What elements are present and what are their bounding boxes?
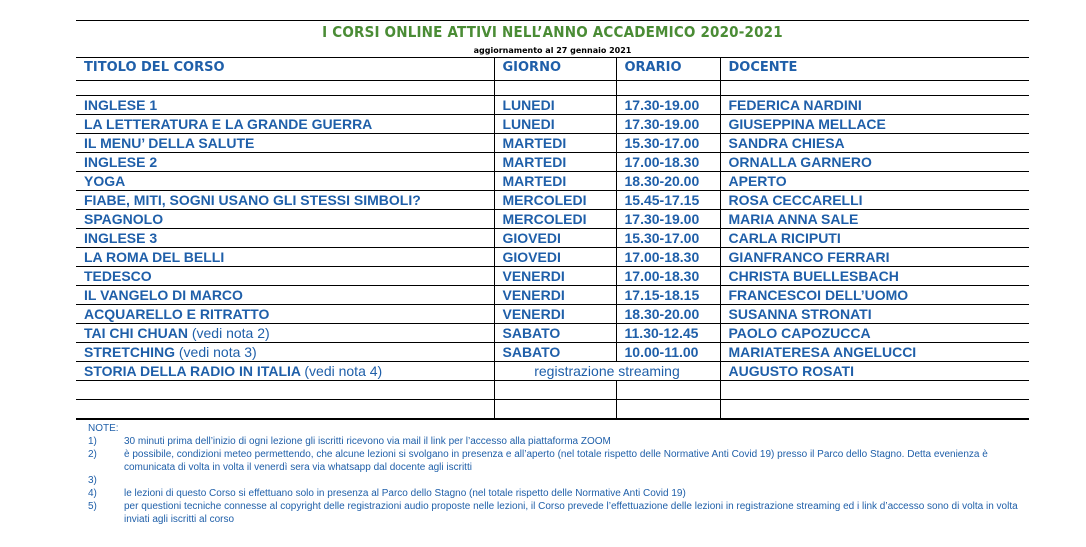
note-number: 3) (88, 475, 97, 486)
streaming-label: registrazione streaming (494, 362, 720, 381)
empty-cell (76, 400, 494, 419)
empty-row (76, 381, 1029, 400)
course-day: VENERDI (494, 267, 616, 286)
course-day: VENERDI (494, 305, 616, 324)
table-row (76, 210, 1029, 229)
update-date: aggiornamento al 27 gennaio 2021 (473, 46, 632, 55)
table-row (76, 343, 1029, 362)
spacer-cell (720, 81, 1029, 96)
course-title-text: STRETCHING (84, 344, 175, 360)
course-time: 17.00-18.30 (616, 248, 720, 267)
table-row (76, 229, 1029, 248)
course-teacher: FRANCESCOI DELL’UOMO (720, 286, 1029, 305)
note-item (88, 500, 1029, 526)
course-title-text: FIABE, MITI, SOGNI USANO GLI STESSI SIMBOLI? (84, 192, 421, 208)
empty-row (76, 400, 1029, 419)
note-text: è possibile, condizioni meteo permettendo, che alcune lezioni si svolgano in presenza e all’aperto (nel totale rispetto delle Normative Anti Covid 19) presso il Parco dello Stagno. Detta evenienza è comunicata di volta in volta il venerdì sera via whatsapp dal docente agli iscritti (124, 449, 988, 473)
course-title-text: INGLESE 1 (84, 97, 158, 113)
course-teacher: ORNALLA GARNERO (720, 153, 1029, 172)
course-note-ref: (vedi nota 3) (178, 344, 257, 360)
course-title-text: STORIA DELLA RADIO IN ITALIA (84, 363, 301, 379)
course-title-text: LA ROMA DEL BELLI (84, 249, 225, 265)
empty-cell (720, 381, 1029, 400)
spacer-cell (616, 81, 720, 96)
note-item (88, 474, 1029, 487)
table-row (76, 324, 1029, 343)
course-title-text: TAI CHI CHUAN (84, 325, 188, 341)
course-title-text: IL MENU’ DELLA SALUTE (84, 135, 255, 151)
course-time: 11.30-12.45 (616, 324, 720, 343)
table-row-streaming (76, 362, 1029, 381)
header-teacher: DOCENTE (720, 58, 1029, 81)
course-teacher: ROSA CECCARELLI (720, 191, 1029, 210)
course-teacher: GIUSEPPINA MELLACE (720, 115, 1029, 134)
course-teacher: SUSANNA STRONATI (720, 305, 1029, 324)
course-title (76, 343, 494, 362)
course-title (76, 115, 494, 134)
table-row (76, 248, 1029, 267)
course-teacher: FEDERICA NARDINI (720, 96, 1029, 115)
empty-cell (494, 400, 616, 419)
course-day: SABATO (494, 324, 616, 343)
course-day: GIOVEDI (494, 248, 616, 267)
course-title (76, 96, 494, 115)
page-title: I CORSI ONLINE ATTIVI NELL’ANNO ACCADEMICO 2020-2021 (322, 23, 783, 41)
course-teacher: GIANFRANCO FERRARI (720, 248, 1029, 267)
course-title (76, 248, 494, 267)
course-title (76, 324, 494, 343)
course-teacher: SANDRA CHIESA (720, 134, 1029, 153)
note-number: 1) (88, 436, 97, 447)
course-title-text: INGLESE 2 (84, 154, 158, 170)
course-title (76, 229, 494, 248)
course-note-ref: (vedi nota 2) (191, 325, 270, 341)
course-title-text: YOGA (84, 173, 126, 189)
table-row (76, 96, 1029, 115)
course-title (76, 191, 494, 210)
course-teacher: CARLA RICIPUTI (720, 229, 1029, 248)
course-title (76, 362, 494, 381)
course-time: 18.30-20.00 (616, 172, 720, 191)
course-day: LUNEDI (494, 115, 616, 134)
table-row (76, 134, 1029, 153)
note-text: le lezioni di questo Corso si effettuano solo in presenza al Parco dello Stagno (nel totale rispetto delle Normative Anti Covid 19) (124, 488, 686, 499)
course-day: MERCOLEDI (494, 210, 616, 229)
spacer-row (76, 81, 1029, 96)
course-time: 17.30-19.00 (616, 210, 720, 229)
course-title-text: LA LETTERATURA E LA GRANDE GUERRA (84, 116, 373, 132)
course-teacher: MARIA ANNA SALE (720, 210, 1029, 229)
course-title-text: TEDESCO (84, 268, 152, 284)
notes-label: NOTE: (88, 423, 119, 434)
course-time: 17.30-19.00 (616, 96, 720, 115)
table-header-row (76, 58, 1029, 81)
header-course: TITOLO DEL CORSO (76, 58, 494, 81)
note-number: 2) (88, 449, 97, 460)
course-title-text: ACQUARELLO E RITRATTO (84, 306, 270, 322)
note-text: 30 minuti prima dell’inizio di ogni lezione gli iscritti ricevono via mail il link per l’accesso alla piattaforma ZOOM (124, 436, 611, 447)
header-day: GIORNO (494, 58, 616, 81)
notes-section (76, 419, 1029, 526)
empty-cell (494, 381, 616, 400)
course-title (76, 286, 494, 305)
course-teacher: PAOLO CAPOZUCCA (720, 324, 1029, 343)
course-teacher: MARIATERESA ANGELUCCI (720, 343, 1029, 362)
course-time: 15.45-17.15 (616, 191, 720, 210)
course-day: LUNEDI (494, 96, 616, 115)
courses-table (76, 58, 1029, 419)
course-day: SABATO (494, 343, 616, 362)
table-row (76, 286, 1029, 305)
course-day: GIOVEDI (494, 229, 616, 248)
header-time: ORARIO (616, 58, 720, 81)
course-time: 15.30-17.00 (616, 134, 720, 153)
course-title (76, 210, 494, 229)
course-day: MARTEDI (494, 134, 616, 153)
top-rule (76, 20, 1029, 21)
note-number: 5) (88, 501, 97, 512)
course-title (76, 134, 494, 153)
table-row (76, 305, 1029, 324)
course-title-text: IL VANGELO DI MARCO (84, 287, 243, 303)
course-time: 10.00-11.00 (616, 343, 720, 362)
course-title (76, 153, 494, 172)
course-title-text: INGLESE 3 (84, 230, 158, 246)
course-time: 18.30-20.00 (616, 305, 720, 324)
spacer-cell (76, 81, 494, 96)
course-time: 17.00-18.30 (616, 153, 720, 172)
course-teacher: AUGUSTO ROSATI (720, 362, 1029, 381)
course-time: 17.15-18.15 (616, 286, 720, 305)
course-title-text: SPAGNOLO (84, 211, 164, 227)
course-day: MARTEDI (494, 172, 616, 191)
course-day: MARTEDI (494, 153, 616, 172)
course-teacher: CHRISTA BUELLESBACH (720, 267, 1029, 286)
course-time: 17.00-18.30 (616, 267, 720, 286)
note-item (88, 435, 1029, 448)
empty-cell (616, 400, 720, 419)
empty-cell (76, 381, 494, 400)
course-time: 17.30-19.00 (616, 115, 720, 134)
course-teacher: APERTO (720, 172, 1029, 191)
note-item (88, 448, 1029, 474)
note-text: per questioni tecniche connesse al copyright delle registrazioni audio proposte nelle lezioni, il Corso prevede l’effettuazione delle lezioni in registrazione streaming ed i link d’accesso sono di volta in volta inviati agli iscritti al corso (124, 501, 1018, 525)
table-row (76, 153, 1029, 172)
course-time: 15.30-17.00 (616, 229, 720, 248)
spacer-cell (494, 81, 616, 96)
empty-cell (616, 381, 720, 400)
note-item (88, 487, 1029, 500)
course-title (76, 305, 494, 324)
table-row (76, 267, 1029, 286)
table-row (76, 172, 1029, 191)
table-row (76, 191, 1029, 210)
course-title (76, 172, 494, 191)
course-day: VENERDI (494, 286, 616, 305)
course-title (76, 267, 494, 286)
empty-cell (720, 400, 1029, 419)
course-note-ref: (vedi nota 4) (304, 363, 383, 379)
note-number: 4) (88, 488, 97, 499)
course-day: MERCOLEDI (494, 191, 616, 210)
table-row (76, 115, 1029, 134)
